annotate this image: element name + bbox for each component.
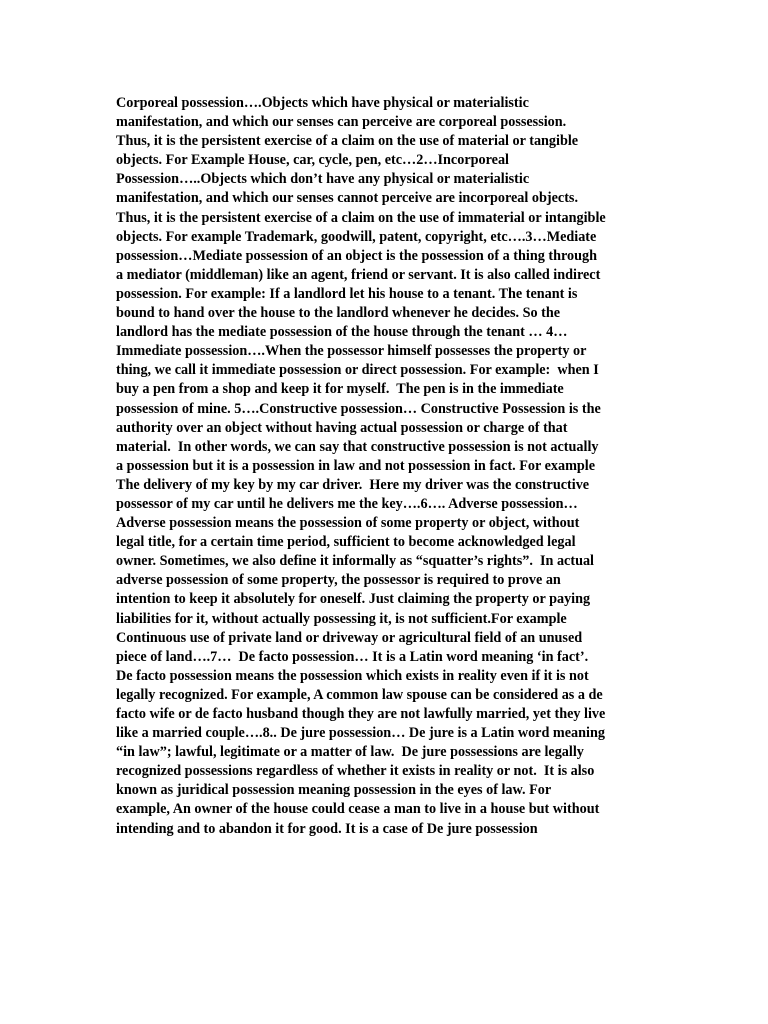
text-line: like a married couple….8.. De jure possession… De jure is a Latin word meaning xyxy=(116,725,605,742)
text-line: example, An owner of the house could cease a man to live in a house but without xyxy=(116,801,600,818)
text-line: Corporeal possession….Objects which have physical or materialistic xyxy=(116,95,529,111)
text-line: authority over an object without having actual possession or charge of that xyxy=(116,419,568,436)
text-line: recognized possessions regardless of whether it exists in reality or not. It is also xyxy=(116,763,595,780)
text-line: “in law”; lawful, legitimate or a matter of law. De jure possessions are legally xyxy=(116,744,584,761)
text-line: liabilities for it, without actually possessing it, is not sufficient.For example xyxy=(116,610,567,627)
text-line: manifestation, and which our senses cannot perceive are incorporeal objects. xyxy=(116,190,578,207)
text-line: Adverse possession means the possession of some property or object, without xyxy=(116,515,580,532)
body-text xyxy=(116,94,656,839)
text-line: legal title, for a certain time period, sufficient to become acknowledged legal xyxy=(116,534,576,551)
text-line: known as juridical possession meaning possession in the eyes of law. For xyxy=(116,782,552,799)
text-line: Immediate possession….When the possessor himself possesses the property or xyxy=(116,343,587,360)
text-line: Thus, it is the persistent exercise of a claim on the use of material or tangible xyxy=(116,133,579,150)
text-line: adverse possession of some property, the possessor is required to prove an xyxy=(116,572,561,589)
text-line: De facto possession means the possession which exists in reality even if it is not xyxy=(116,667,589,684)
text-line: owner. Sometimes, we also define it informally as “squatter’s rights”. In actual xyxy=(116,553,595,570)
text-line: possessor of my car until he delivers me the key….6…. Adverse possession… xyxy=(116,495,578,512)
text-line: Possession…..Objects which don’t have any physical or materialistic xyxy=(116,171,530,188)
text-line: possession…Mediate possession of an object is the possession of a thing through xyxy=(116,247,597,264)
text-line: intention to keep it absolutely for oneself. Just claiming the property or paying xyxy=(116,591,591,608)
text-line: buy a pen from a shop and keep it for myself. The pen is in the immediate xyxy=(116,381,564,398)
text-line: piece of land….7… De facto possession… It is a Latin word meaning ‘in fact’. xyxy=(116,648,589,665)
text-line: possession of mine. 5….Constructive possession… Constructive Possession is the xyxy=(116,400,601,417)
text-line: a mediator (middleman) like an agent, friend or servant. It is also called indirect xyxy=(116,266,601,283)
text-line: objects. For Example House, car, cycle, pen, etc…2…Incorporeal xyxy=(116,152,509,169)
text-line: thing, we call it immediate possession or direct possession. For example: when I xyxy=(116,362,599,379)
text-line: objects. For example Trademark, goodwill, patent, copyright, etc….3…Mediate xyxy=(116,228,597,245)
text-line: bound to hand over the house to the landlord whenever he decides. So the xyxy=(116,305,561,322)
text-line: The delivery of my key by my car driver. Here my driver was the constructive xyxy=(116,476,590,493)
text-line: intending and to abandon it for good. It is a case of De jure possession xyxy=(116,820,538,837)
text-line: possession. For example: If a landlord let his house to a tenant. The tenant is xyxy=(116,285,578,302)
text-line: landlord has the mediate possession of the house through the tenant … 4… xyxy=(116,324,568,341)
text-line: facto wife or de facto husband though they are not lawfully married, yet they live xyxy=(116,706,606,722)
text-line: material. In other words, we can say that constructive possession is not actually xyxy=(116,438,599,455)
text-line: Continuous use of private land or driveway or agricultural field of an unused xyxy=(116,629,583,646)
text-line: legally recognized. For example, A common law spouse can be considered as a de xyxy=(116,686,603,703)
text-line: Thus, it is the persistent exercise of a claim on the use of immaterial or intangible xyxy=(116,209,606,226)
text-line: a possession but it is a possession in law and not possession in fact. For example xyxy=(116,457,596,474)
text-line: manifestation, and which our senses can perceive are corporeal possession. xyxy=(116,114,567,131)
